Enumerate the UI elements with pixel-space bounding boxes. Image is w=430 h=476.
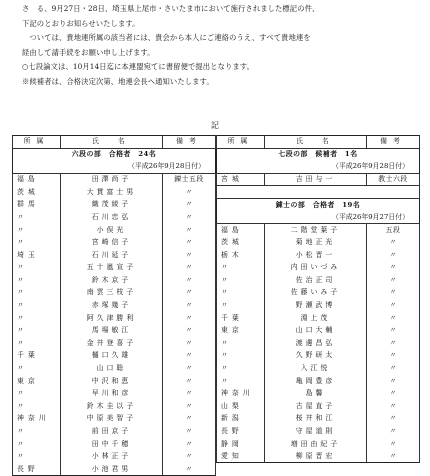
remarks-cell: 〃 [163, 450, 216, 463]
table-row [13, 413, 216, 426]
affiliation-cell: 〃 [13, 337, 61, 350]
table-row [217, 413, 420, 426]
table-row [13, 375, 216, 388]
name-cell: 鈴木京子 [61, 274, 163, 287]
name-cell: 石川忠弘 [61, 211, 163, 224]
spacer-row [217, 186, 420, 199]
nanadan-section-date: （平成26年9月28日付） [217, 161, 420, 174]
affiliation-header: 所属 [13, 136, 61, 149]
remarks-cell: 教士六段 [367, 173, 420, 186]
intro-notice [22, 2, 422, 90]
table-row [13, 236, 216, 249]
name-cell: 阿久津勝利 [61, 312, 163, 325]
remarks-cell: 〃 [163, 413, 216, 426]
table-row [13, 400, 216, 413]
remarks-cell: 〃 [367, 274, 420, 287]
remarks-cell: 〃 [367, 387, 420, 400]
remarks-cell: 〃 [163, 198, 216, 211]
remarks-cell: 〃 [163, 362, 216, 375]
table-row [13, 287, 216, 300]
remarks-cell: 〃 [367, 438, 420, 451]
table-row [13, 324, 216, 337]
table-row [217, 337, 420, 350]
name-cell: 野瀬武博 [265, 299, 367, 312]
remarks-cell: 〃 [367, 425, 420, 438]
table-row [217, 236, 420, 249]
affiliation-cell: 〃 [13, 274, 61, 287]
affiliation-cell: 東京 [217, 324, 265, 337]
remarks-header: 備考 [163, 136, 216, 149]
remarks-cell: 〃 [367, 236, 420, 249]
remarks-cell: 〃 [163, 274, 216, 287]
table-row [217, 299, 420, 312]
table-row [13, 362, 216, 375]
name-cell: 二階堂葉子 [265, 224, 367, 237]
name-cell: 小池君男 [61, 463, 163, 476]
nanadan-rows [217, 173, 420, 186]
table-row [13, 425, 216, 438]
name-cell: 南雲三枝子 [61, 287, 163, 300]
table-row [13, 299, 216, 312]
name-cell: 守屋道則 [265, 425, 367, 438]
affiliation-cell: 静岡 [217, 438, 265, 451]
table-row [13, 249, 216, 262]
name-cell: 五十嵐宣子 [61, 261, 163, 274]
affiliation-cell: 〃 [217, 350, 265, 363]
affiliation-cell: 宮城 [217, 173, 265, 186]
remarks-cell: 〃 [367, 413, 420, 426]
affiliation-cell: 〃 [13, 387, 61, 400]
table-row [217, 387, 420, 400]
name-cell: 佐藤いみ子 [265, 287, 367, 300]
name-cell: 吉田与一 [265, 173, 367, 186]
table-row [13, 387, 216, 400]
nanadan-renshi-results-table [216, 135, 420, 463]
table-row [13, 261, 216, 274]
remarks-cell: 〃 [163, 261, 216, 274]
table-row [13, 186, 216, 199]
section-date-row [13, 161, 216, 174]
affiliation-cell: 〃 [217, 299, 265, 312]
name-cell: 淵上茂 [265, 312, 367, 325]
name-cell: 小松晋一 [265, 249, 367, 262]
affiliation-cell: 山梨 [217, 400, 265, 413]
remarks-cell: 〃 [367, 375, 420, 388]
affiliation-cell: 福島 [217, 224, 265, 237]
table-row [13, 463, 216, 476]
affiliation-cell: 新潟 [217, 413, 265, 426]
spacer-cell [217, 186, 420, 199]
remarks-cell: 〃 [163, 387, 216, 400]
table-row [13, 274, 216, 287]
table-row [217, 224, 420, 237]
affiliation-cell: 〃 [13, 400, 61, 413]
affiliation-cell: 〃 [13, 287, 61, 300]
name-cell: 入江悦 [265, 362, 367, 375]
name-cell: 渡邊昌弘 [265, 337, 367, 350]
renshi-rows [217, 224, 420, 463]
affiliation-cell: 〃 [13, 312, 61, 325]
affiliation-cell: 〃 [217, 274, 265, 287]
table-header-row [217, 136, 420, 149]
name-cell: 鈴木圭以子 [61, 400, 163, 413]
name-cell: 柳原晋宏 [265, 450, 367, 463]
table-header-row [13, 136, 216, 149]
remarks-cell: 〃 [367, 287, 420, 300]
affiliation-cell: 〃 [217, 362, 265, 375]
affiliation-cell: 〃 [13, 224, 61, 237]
table-row [217, 362, 420, 375]
affiliation-cell: 〃 [13, 299, 61, 312]
table-row [13, 438, 216, 451]
name-cell: 内田いづみ [265, 261, 367, 274]
remarks-cell: 〃 [367, 350, 420, 363]
name-cell: 山口大輔 [265, 324, 367, 337]
table-row [217, 425, 420, 438]
affiliation-cell: 〃 [13, 211, 61, 224]
intro-line: ついては、貴地連所属の該当者には、貴会から本人にご連絡のうえ、すべて貴地連を [22, 33, 311, 43]
affiliation-cell: 千葉 [217, 312, 265, 325]
nanadan-table-body [217, 136, 420, 174]
name-cell: 佐治正司 [265, 274, 367, 287]
name-cell: 馬場敏江 [61, 324, 163, 337]
remarks-cell: 〃 [163, 224, 216, 237]
affiliation-cell: 神奈川 [217, 387, 265, 400]
table-row [13, 173, 216, 186]
affiliation-cell: 〃 [13, 450, 61, 463]
remarks-cell: 〃 [367, 261, 420, 274]
remarks-cell: 〃 [367, 299, 420, 312]
name-cell: 島馨 [265, 387, 367, 400]
name-cell: 金井登喜子 [61, 337, 163, 350]
affiliation-cell: 〃 [13, 438, 61, 451]
affiliation-cell: 長野 [217, 425, 265, 438]
rokudan-table-body [13, 136, 216, 476]
affiliation-header: 所属 [217, 136, 265, 149]
name-cell: 菊地正光 [265, 236, 367, 249]
remarks-cell: 〃 [163, 211, 216, 224]
intro-line: さ る、9月27日・28日、埼玉県上尾市・さいたま市において施行されました標記の件、 [22, 4, 320, 13]
remarks-header: 備考 [367, 136, 420, 149]
table-row [217, 261, 420, 274]
table-row [217, 324, 420, 337]
table-row [217, 287, 420, 300]
name-cell: 田中千穂 [61, 438, 163, 451]
remarks-cell: 〃 [163, 438, 216, 451]
section-title-row [217, 198, 420, 211]
affiliation-cell: 愛知 [217, 450, 265, 463]
name-cell: 桜井和江 [265, 413, 367, 426]
affiliation-cell: 福島 [13, 173, 61, 186]
remarks-cell: 〃 [163, 337, 216, 350]
remarks-cell: 〃 [367, 337, 420, 350]
affiliation-cell: 栃木 [217, 249, 265, 262]
table-row [217, 173, 420, 186]
affiliation-cell: 千葉 [13, 350, 61, 363]
nanadan-section-title: 七段の部 候補者 1名 [217, 148, 420, 161]
intro-line: 経由して請手続をお願い申し上げます。 [22, 47, 155, 57]
affiliation-cell: 〃 [217, 261, 265, 274]
table-row [217, 312, 420, 325]
remarks-cell: 〃 [367, 312, 420, 325]
table-row [13, 337, 216, 350]
table-row [13, 450, 216, 463]
remarks-cell: 〃 [163, 186, 216, 199]
affiliation-cell: 〃 [13, 324, 61, 337]
table-row [13, 211, 216, 224]
renshi-section-date: （平成26年9月27日付） [217, 211, 420, 224]
name-cell: 宮崎信子 [61, 236, 163, 249]
rokudan-results-table [12, 135, 216, 476]
affiliation-cell: 〃 [13, 425, 61, 438]
name-cell: 久野研太 [265, 350, 367, 363]
table-row [217, 450, 420, 463]
rokudan-section-title: 六段の部 合格者 24名 [13, 148, 216, 161]
table-row [217, 400, 420, 413]
affiliation-cell: 〃 [217, 287, 265, 300]
table-row [217, 249, 420, 262]
name-cell: 中沢和恵 [61, 375, 163, 388]
remarks-cell: 〃 [163, 299, 216, 312]
remarks-cell: 〃 [163, 287, 216, 300]
name-cell: 山口聡 [61, 362, 163, 375]
affiliation-cell: 長野 [13, 463, 61, 476]
name-cell: 亀岡豊彦 [265, 375, 367, 388]
remarks-cell: 〃 [367, 400, 420, 413]
affiliation-cell: 〃 [13, 362, 61, 375]
remarks-cell: 〃 [163, 312, 216, 325]
affiliation-cell: 神奈川 [13, 413, 61, 426]
table-row [217, 438, 420, 451]
affiliation-cell: 〃 [217, 375, 265, 388]
remarks-cell: 五段 [367, 224, 420, 237]
remarks-cell: 〃 [163, 375, 216, 388]
affiliation-cell: 茨城 [13, 186, 61, 199]
remarks-cell: 〃 [367, 324, 420, 337]
name-cell: 増田由紀子 [265, 438, 367, 451]
name-header: 氏 名 [265, 136, 367, 149]
remarks-cell: 〃 [367, 249, 420, 262]
remarks-cell: 〃 [163, 236, 216, 249]
name-cell: 前田京子 [61, 425, 163, 438]
intro-line: ※候補者は、合格決定次第、地連会長へ通知いたします。 [22, 76, 214, 86]
name-cell: 織茂綾子 [61, 198, 163, 211]
affiliation-cell: 〃 [217, 337, 265, 350]
remarks-cell: 〃 [367, 362, 420, 375]
table-row [13, 312, 216, 325]
affiliation-cell: 群馬 [13, 198, 61, 211]
name-cell: 小林正子 [61, 450, 163, 463]
remarks-cell: 〃 [163, 350, 216, 363]
table-row [13, 350, 216, 363]
section-date-row [217, 211, 420, 224]
name-header: 氏 名 [61, 136, 163, 149]
intro-line: 下記のとおりお知らせいたします。 [22, 18, 140, 28]
renshi-section-head [217, 186, 420, 224]
table-row [217, 350, 420, 363]
remarks-cell: 〃 [163, 400, 216, 413]
section-title-row [217, 148, 420, 161]
rokudan-section-date: （平成26年9月28日付） [13, 161, 216, 174]
affiliation-cell: 〃 [13, 236, 61, 249]
name-cell: 小俣光 [61, 224, 163, 237]
name-cell: 早川和彦 [61, 387, 163, 400]
affiliation-cell: 東京 [13, 375, 61, 388]
name-cell: 赤塚幾子 [61, 299, 163, 312]
remarks-cell: 〃 [163, 324, 216, 337]
remarks-cell: 〃 [163, 249, 216, 262]
intro-line: ○七段論文は、10月14日迄に本連盟宛てに書留便で提出となります。 [22, 62, 254, 72]
section-date-row [217, 161, 420, 174]
table-row [217, 375, 420, 388]
section-title-row [13, 148, 216, 161]
table-row [217, 274, 420, 287]
affiliation-cell: 〃 [13, 261, 61, 274]
name-cell: 石川延子 [61, 249, 163, 262]
name-cell: 田澤尚子 [61, 173, 163, 186]
affiliation-cell: 茨城 [217, 236, 265, 249]
notice-heading: 記 [211, 121, 219, 130]
remarks-cell: 〃 [367, 450, 420, 463]
name-cell: 樋口久雄 [61, 350, 163, 363]
table-row [13, 224, 216, 237]
remarks-cell: 〃 [163, 463, 216, 476]
name-cell: 大貫富士男 [61, 186, 163, 199]
name-cell: 中原美智子 [61, 413, 163, 426]
renshi-section-title: 錬士の部 合格者 19名 [217, 198, 420, 211]
name-cell: 古屋直子 [265, 400, 367, 413]
remarks-cell: 〃 [163, 425, 216, 438]
table-row [13, 198, 216, 211]
remarks-cell: 錬士五段 [163, 173, 216, 186]
affiliation-cell: 埼玉 [13, 249, 61, 262]
